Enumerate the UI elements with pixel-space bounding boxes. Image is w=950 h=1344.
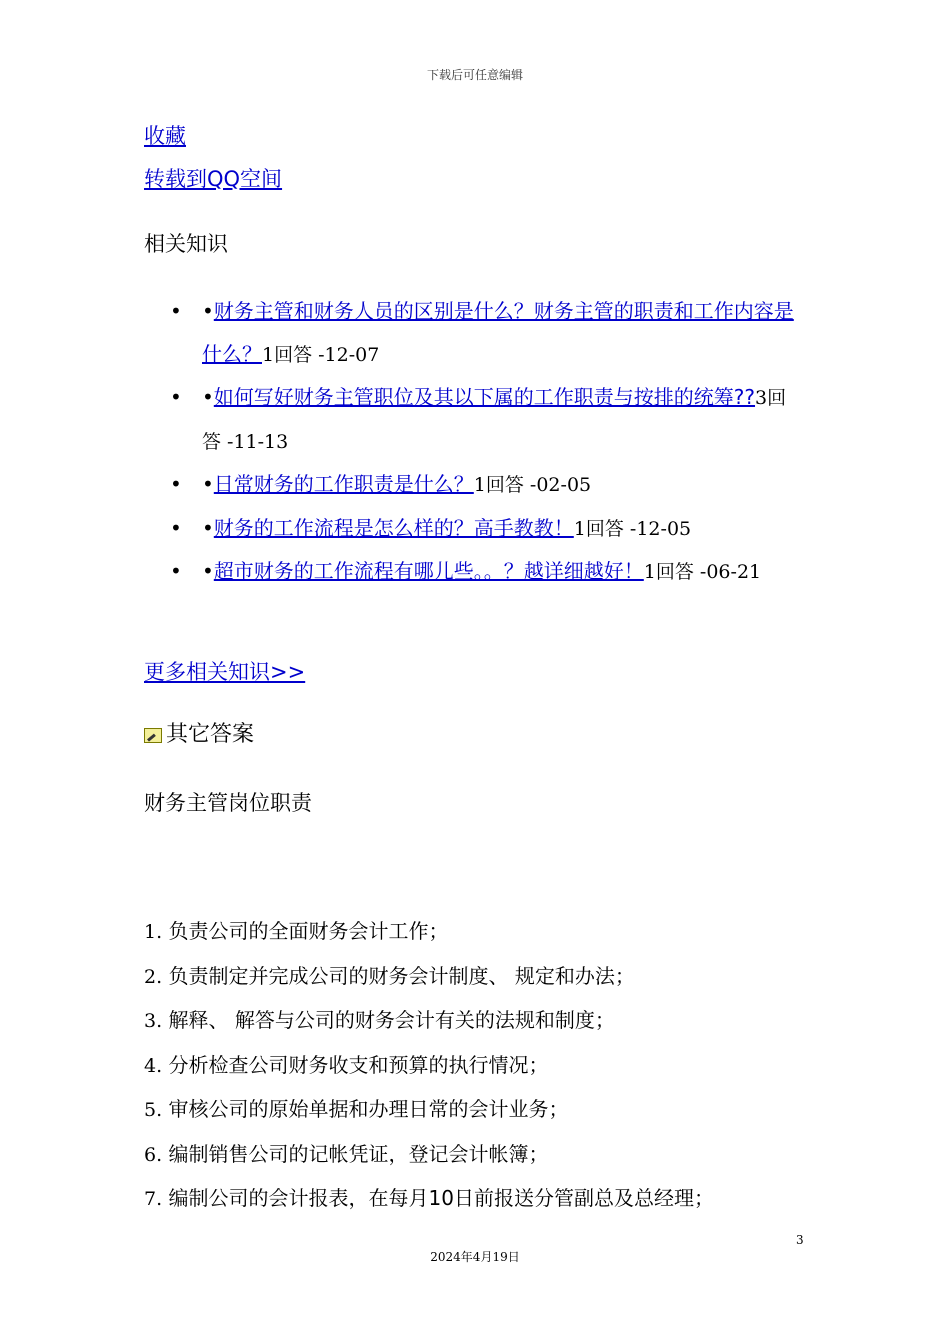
inline-bullet: • [202, 559, 214, 583]
bullet-icon: • [170, 559, 182, 583]
page-number: 3 [796, 1233, 804, 1247]
bullet-icon: • [170, 299, 182, 323]
inline-bullet: • [202, 385, 214, 409]
related-link[interactable]: 财务的工作流程是怎么样的？高手教教！ [213, 515, 574, 540]
item-number: 4. [144, 1054, 163, 1077]
other-answers-title [144, 720, 254, 750]
page-header: 下载后可任意编辑 [426, 68, 523, 82]
item-number: 7. [144, 1188, 163, 1210]
item-text: 负责制定并完成公司的财务会计制度、 规定和办法； [168, 963, 635, 988]
list-item [144, 290, 804, 376]
answer-meta: 1回答 -12-05 [573, 517, 692, 540]
item-number: 5. [144, 1099, 163, 1121]
list-item [144, 1133, 714, 1178]
answer-meta: 1回答 -12-07 [262, 343, 380, 366]
answer-meta: 1回答 -02-05 [473, 474, 592, 496]
answer-meta: 1回答 -06-21 [643, 561, 762, 583]
related-link[interactable]: 财务主管和财务人员的区别是什么？财务主管的职责和工作内容是什么？ [202, 299, 794, 366]
page-footer-date: 2024年4月19日 [430, 1250, 520, 1264]
item-text: 审核公司的原始单据和办理日常的会计业务； [168, 1097, 569, 1121]
item-text: 负责公司的全面财务会计工作； [168, 919, 449, 943]
answer-subtitle: 财务主管岗位职责 [144, 791, 312, 815]
inline-bullet: • [202, 472, 214, 496]
list-item [144, 1088, 714, 1133]
list-item [144, 1177, 714, 1222]
inline-bullet: • [202, 515, 214, 540]
other-answers-label: 其它答案 [166, 722, 255, 747]
list-item [144, 463, 804, 507]
list-item [144, 376, 804, 463]
item-number: 1. [144, 921, 163, 943]
item-text: 编制公司的会计报表，在每月10日前报送分管副总及总经理； [168, 1186, 714, 1210]
answer-meta: 3回答 -11-13 [202, 387, 787, 453]
item-text: 编制销售公司的记帐凭证，登记会计帐簿； [168, 1141, 549, 1166]
list-item [144, 1044, 714, 1089]
bullet-icon: • [170, 472, 182, 496]
related-knowledge-title: 相关知识 [144, 232, 228, 256]
related-list [144, 290, 804, 594]
list-item [144, 999, 714, 1044]
related-link[interactable]: 日常财务的工作职责是什么？ [213, 472, 474, 496]
duties-list [144, 910, 714, 1222]
favorite-link[interactable]: 收藏 [144, 124, 186, 148]
bullet-icon: • [170, 515, 182, 540]
list-item [144, 955, 714, 1000]
item-number: 6. [144, 1143, 163, 1166]
list-item [144, 507, 804, 551]
related-link[interactable]: 如何写好财务主管职位及其以下属的工作职责与按排的统筹?? [213, 385, 756, 409]
list-item [144, 910, 714, 955]
item-text: 分析检查公司财务收支和预算的执行情况； [168, 1052, 549, 1077]
inline-bullet: • [202, 299, 214, 323]
item-number: 3. [144, 1010, 163, 1032]
pencil-icon [144, 728, 162, 743]
related-link[interactable]: 超市财务的工作流程有哪儿些。。？越详细越好！ [213, 559, 644, 583]
bullet-icon: • [170, 385, 182, 409]
item-number: 2. [144, 965, 163, 988]
item-text: 解释、 解答与公司的财务会计有关的法规和制度； [168, 1008, 615, 1032]
share-qq-link[interactable]: 转载到QQ空间 [144, 167, 283, 191]
more-related-link[interactable]: 更多相关知识>> [144, 660, 306, 684]
list-item [144, 550, 804, 594]
